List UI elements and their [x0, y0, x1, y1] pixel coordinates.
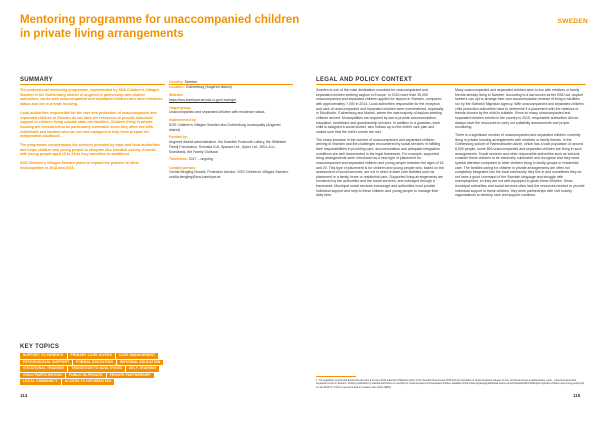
page-number-left: 114	[20, 393, 28, 398]
fact-value: Gothenburg (Angered district)	[185, 84, 232, 89]
legal-paragraph: The sharp increase in the number of unaccompanied and separated children arriving in Sweden and the challenges encountered by social services in fulfilling their responsibilities in providing care, accommodation and adequate integration conditions are well documented in the legal framework. For example, supported living arrangements were introduced as a new type of placement for unaccompanied and separated children and young people between the ages of 16 and 20. This type of placement is for children and young people who, based on the assessment of social services, are not in need of state care facilities such as placement in a family home or residential care. Supported living arrangements are monitored by the authorities and the social services, and managed through a framework. Municipal social services encourage and authorities must provide individual support and help to these children and young people to manage their daily lives.	[316, 137, 444, 198]
fact-value: Angered district administration, the Swedish Postcode Lottery, the Stiftelsen Familj Foundation, Svenska ICA, Sparare Ltd., Ayton Ltd., DELLA Lt., Swedbank, the Family Olofsson	[169, 140, 287, 154]
fact-label: Funded by:	[169, 135, 188, 140]
page-number-right: 115	[573, 393, 581, 398]
summary-section	[20, 88, 163, 175]
key-topics-tags	[20, 353, 290, 386]
topic-tag: CHILD PARTICIPATION	[20, 373, 65, 379]
topic-tag: FORMAL EDUCATION	[73, 360, 116, 366]
topic-tag: VOCATIONAL TRAINING	[20, 366, 67, 372]
topic-tag: SELF-TRAINING	[126, 366, 159, 372]
topic-tag: PRIVATE PARTNERSHIP	[107, 373, 154, 379]
fact-value: 2017 – ongoing	[188, 157, 213, 162]
summary-heading: SUMMARY	[20, 77, 53, 83]
fact-value: Sweden	[184, 80, 198, 84]
legal-paragraph: Many unaccompanied and separated children wish to live with relatives or family friends already living in Sweden. According to a law known as the EBO act, asylum seekers can opt to arrange their own accommodation instead of living in facilities run by the Swedish Migration Agency. With unaccompanied and separated children, child protection authorities have to determine if a placement with the relatives or friends chosen by the child is suitable. Since so many unaccompanied and separated children arrived in the country in 2015, responsible authorities did not always have the resources to carry out suitability assessments and proper monitoring.	[455, 88, 585, 130]
topic-tag: PUBLIC IN-PRIVATE	[66, 373, 106, 379]
summary-paragraph: The professional mentoring programme, implemented by SOS Children's Villages Sweden in the Gothenburg district of Angered in partnership with district authorities, works with unaccompanied and separated children who have residence status and live in private housing.	[20, 88, 163, 107]
topic-tag: CASE MANAGEMENT	[116, 353, 158, 359]
footnote: 2. Law 2016:17; refers to reports of asylum seekers' own choice (EBO).	[316, 386, 392, 390]
fact-box	[169, 80, 291, 183]
topic-tag: LOCAL COMMUNITY	[20, 379, 61, 385]
footnote-divider	[316, 376, 356, 377]
topic-tag: SUPPORT TO PARENTS	[20, 353, 67, 359]
summary-paragraph: The programme complements the services provided by state and local authorities and helps children and young people to integrate into Swedish society. It works with young people aged 15 to 23 as they transition to adulthood.	[20, 143, 160, 157]
legal-divider	[316, 84, 586, 85]
summary-divider	[20, 84, 165, 85]
summary-paragraph: SOS Children's Villages Sweden plans to expand the practice to other municipalities in 2018 and 2019.	[20, 161, 140, 170]
fact-label: Implemented by:	[169, 118, 197, 123]
topic-tag: PRIMARY CARE GIVERS	[68, 353, 116, 359]
fact-label: Contact person:	[169, 165, 196, 170]
topic-tag: PSYCHOSOCIAL SUPPORT	[20, 360, 72, 366]
country-label: SWEDEN	[557, 18, 588, 25]
topic-tag: TRANSITION TO ADULTHOOD	[68, 366, 125, 372]
fact-value: SOS Children's Villages Sweden and Gothenburg municipality (Angered district)	[169, 122, 281, 132]
website-link[interactable]: https://sos-barnbyar.se/vad-vi-gor/i-sverige/	[169, 97, 237, 102]
fact-value: Unaccompanied and separated children with residence status	[169, 110, 265, 115]
footnote: 1. The legislative records and documents are from a 14 June 2016 statement 'Migration policy of the Swedish Government 2015 and the population of Unaccompanied refugee minors. Arrival as well as a parliamentary report - Unaccompanied and separated minors in Sweden.' Further publication by national authorities on reception of unaccompanied and separated children available at http://www.uppdragpsykiskhalsa.se/wp-content/uploads/2016/10/Report-migration-children-and-young-people.pdf	[316, 379, 584, 386]
fact-label: Website:	[169, 92, 184, 97]
legal-column-1	[316, 88, 444, 201]
summary-paragraph: Local authorities responsible for the care and protection of unaccompanied and separated children in Sweden do not have the resources to provide individual support to children living outside state-run facilities. Children living in private housing are considered to be particularly vulnerable since they often live with individuals and families who are not well-equipped to help them prepare for independent adulthood.	[20, 110, 157, 139]
page-title: Mentoring programme for unaccompanied children in private living arrangements	[20, 14, 300, 40]
key-topics-heading: KEY TOPICS	[20, 344, 60, 350]
footnotes	[316, 379, 584, 391]
topic-tag: INFORMAL EDUCATION	[117, 360, 163, 366]
legal-paragraph: Sweden is one of the main destination countries for unaccompanied and separated children seeking asylum in Europe. In 2015 more than 35,000 unaccompanied and separated children applied for asylum in Sweden, compared with approximately 7,000 in 2014. Local authorities responsible for the reception and care of unaccompanied and separated children were overwhelmed, especially in Stockholm, Gothenburg and Malmö, where the vast majority of asylum-seeking children arrived. Municipalities are required by law to provide accommodation, education, healthcare and guardianship services. In addition to a guardian, each child is assigned a social worker, who follows up on the child's care plan and makes sure that the child's needs are met.	[316, 88, 444, 134]
legal-heading: LEGAL AND POLICY CONTEXT	[316, 77, 413, 83]
fact-label: Location:	[169, 84, 185, 89]
fact-label: Target group:	[169, 105, 192, 110]
topic-tag: ACCESS TO INFORMATION	[62, 379, 114, 385]
fact-label: Country:	[169, 80, 184, 84]
fact-label: Timeframe:	[169, 157, 188, 162]
contact-value: Cecilia Bergling Nunsöt, Protection Advisor, SOS Children's Villages Sweden, cecilia.bergling@sos-barnbyar.se	[169, 170, 289, 179]
legal-column-2	[455, 88, 585, 201]
legal-paragraph: There is a significant number of unaccompanied and separated children currently living in private housing arrangements with relatives or family friends. In the Gothenburg suburb of Hammarkullen alone, which has a total population of around 8,000 people, some 800 unaccompanied and separated children are living in such arrangements. Social services and other responsible authorities such as schools consider these children to be extremely vulnerable and recognise that they need special attention compared to other children living in family groups or residential care. The families caring for children in private arrangements are often not completely integrated into the local community they live in and sometimes they do not have a good command of the Swedish language and struggle with unemployment, so they are not well-equipped to guide these children. Since municipal authorities and social services often lack the resources needed to provide individual support to these children, they seek partnerships with civil society organisations to develop care and support solutions.	[455, 132, 585, 198]
